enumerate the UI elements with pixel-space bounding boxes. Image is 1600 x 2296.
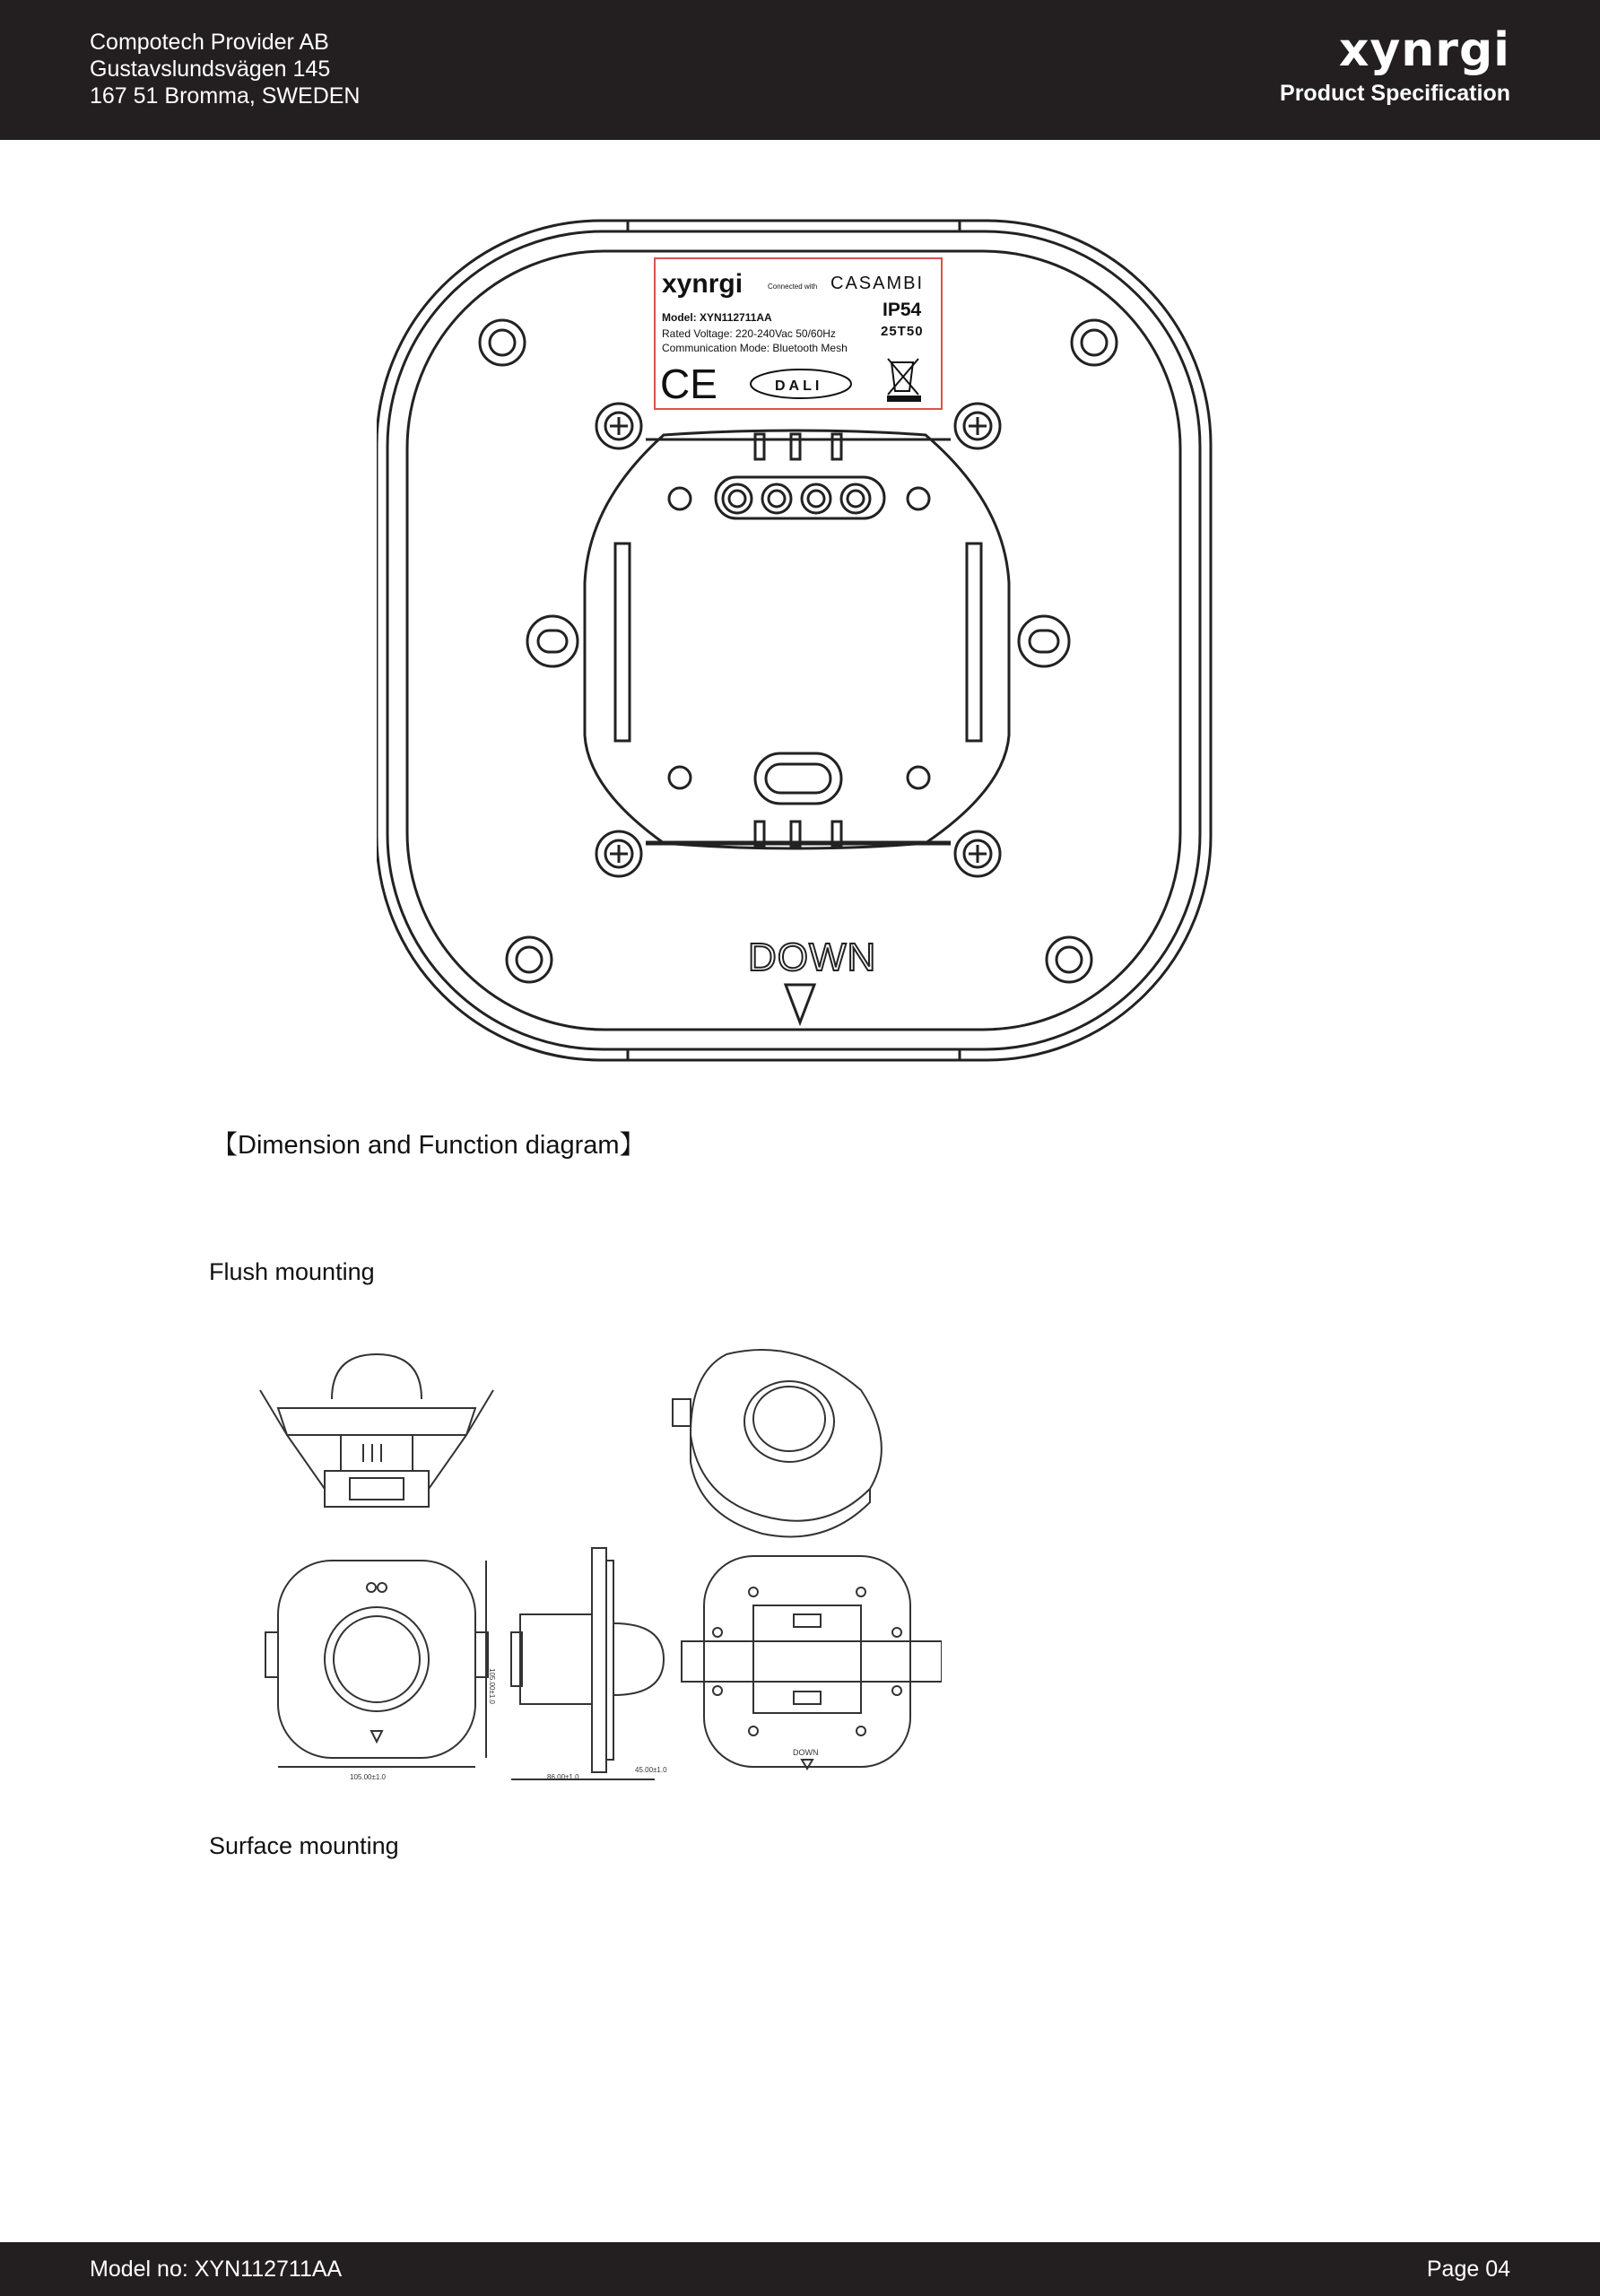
dimension-width: 105.00±1.0 — [350, 1773, 386, 1781]
footer-model-number: Model no: XYN112711AA — [90, 2257, 343, 2282]
down-marking: DOWN — [748, 935, 877, 979]
surface-mounting-title: Surface mounting — [209, 1832, 399, 1859]
company-city: 167 51 Bromma, SWEDEN — [90, 83, 361, 109]
company-address — [90, 29, 361, 109]
dimension-dome: 45.00±1.0 — [635, 1766, 667, 1774]
front-view — [265, 1561, 488, 1767]
label-model: Model: XYN112711AA — [662, 311, 772, 324]
screw-icon — [596, 404, 1000, 876]
side-profile-view — [260, 1354, 493, 1507]
label-comm-mode: Communication Mode: Bluetooth Mesh — [662, 342, 848, 354]
company-street: Gustavslundsvägen 145 — [90, 57, 331, 82]
bottom-view — [682, 1556, 942, 1769]
label-casambi: CASAMBI — [830, 274, 925, 293]
page-header — [0, 0, 1600, 140]
label-dali: DALI — [775, 378, 823, 394]
footer-page-number: Page 04 — [1426, 2257, 1510, 2282]
page-footer — [0, 2242, 1600, 2296]
dimension-depth: 86.00±1.0 — [547, 1773, 579, 1781]
label-connected-text: Connected with — [768, 283, 818, 291]
label-ip-rating: IP54 — [883, 300, 922, 320]
label-ce-mark: CE — [660, 361, 717, 407]
side-section-view — [511, 1548, 664, 1779]
brand-block — [1280, 25, 1510, 107]
section-heading: 【Dimension and Function diagram】 — [212, 1131, 646, 1160]
down-arrow-icon — [786, 985, 814, 1022]
document-type: Product Specification — [1280, 81, 1510, 106]
dimension-height: 105.00±1.0 — [488, 1668, 496, 1704]
label-logo: xynrgi — [662, 269, 743, 299]
flush-mounting-drawings — [251, 1336, 942, 1785]
brand-logo: xynrgi — [1338, 23, 1510, 77]
flush-mounting-title: Flush mounting — [209, 1258, 375, 1285]
device-back-view — [377, 215, 1220, 1076]
isometric-view — [673, 1350, 882, 1536]
label-voltage: Rated Voltage: 220-240Vac 50/60Hz — [662, 327, 836, 340]
company-name: Compotech Provider AB — [90, 30, 329, 55]
center-module — [585, 430, 1009, 848]
label-temp-rating: 25T50 — [881, 324, 924, 339]
side-slot-holes — [527, 616, 1069, 666]
rating-label — [655, 258, 942, 409]
bottom-down-marking: DOWN — [793, 1748, 819, 1757]
